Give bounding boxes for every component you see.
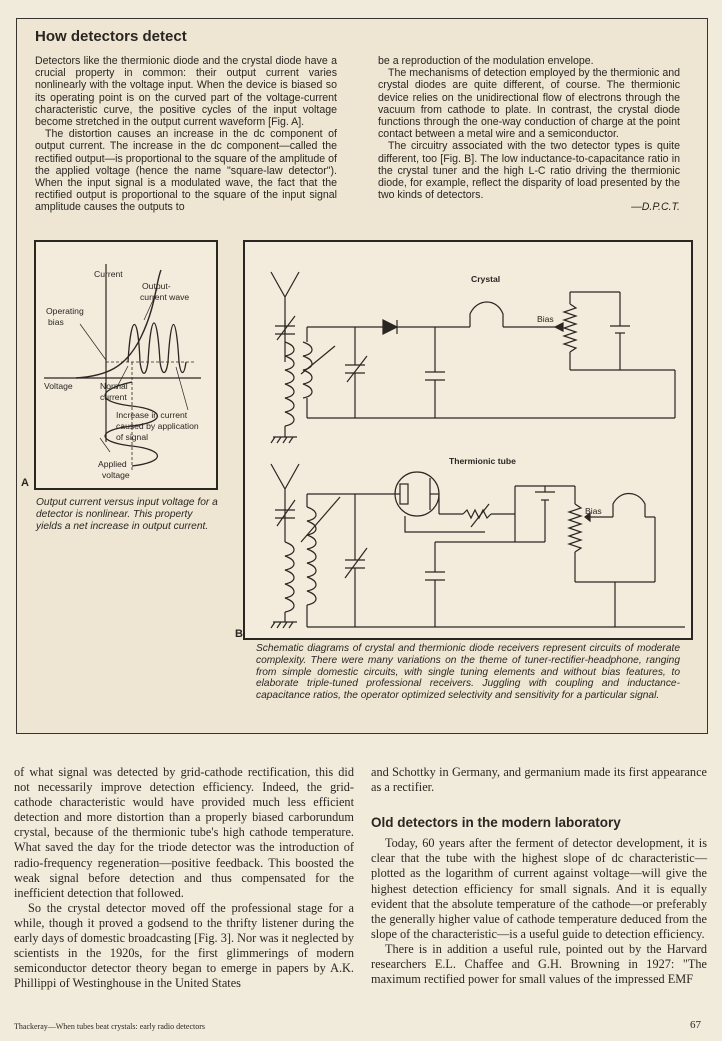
crystal-diode-symbol (383, 320, 397, 334)
sidebar-right-column (378, 55, 680, 214)
figure-b-schematic (245, 242, 691, 638)
tuning-coil (285, 342, 294, 426)
body-paragraph: Today, 60 years after the ferment of detector development, it is clear that the tube with the highest slope of dc characteristic—plotted as the logarithm of current against voltage—will give the highest detection efficiency for small signals. And it is equally evident that the absolute temperature of the cathode—or preferably the generally higher value of cathode temperature deduced from the slope of the characteristic—is a useful guide to detection efficiency. (371, 836, 707, 941)
label-output-wave-2: current wave (140, 292, 190, 302)
output-current-wave (128, 323, 186, 373)
label-current: Current (94, 269, 123, 279)
body-paragraph: There is in addition a useful rule, pointed out by the Harvard researchers E.L. Chaffee and G.H. Browning in 1927: "The maximum rectified power for small values of the impressed EMF (371, 941, 707, 987)
label-crystal: Crystal (471, 274, 501, 284)
figure-b-letter: B (235, 628, 243, 640)
label-increase: Increase in current (116, 410, 188, 420)
label-bias-top: Bias (537, 314, 554, 324)
label-normal-current-2: current (100, 392, 127, 402)
bias-potentiometer (564, 304, 576, 352)
body-right-column (371, 765, 707, 987)
body-left-column (14, 765, 354, 991)
body-paragraph: of what signal was detected by grid-cathode rectification, this did not necessarily improve detection efficiency. Indeed, the grid-cathode characteristic would have provided much less efficient detection and more distortion than a properly biased carborundum crystal, because of the thermionic tube's high cathode temperature. What saved the day for the triode detector was the introduction of radio-frequency regeneration—positive feedback. This boosted the weak signal before detection and thus compensated for the inefficient detection that followed. (14, 765, 354, 900)
figure-a-letter: A (21, 477, 29, 489)
label-bias-bottom: Bias (585, 506, 602, 516)
sidebar-paragraph: The distortion causes an increase in the dc component of output current. The increase in the dc component—called the rectified output—is proportional to the square of the amplitude of the applied voltage (hence the name "square-law detector"). When the input signal is a modulated wave, the fact that the rectified output is proportional to the square of the input signal amplitude causes the outputs to (35, 128, 337, 214)
sidebar-paragraph: The circuitry associated with the two detector types is quite different, too [Fig. B]. The low inductance-to-capacitance ratio in the crystal tuner and the high L-C ratio driving the thermionic diode, for example, reflect the disparity of load presented by the two kinds of detectors. (378, 140, 680, 202)
label-applied-voltage: Applied (98, 459, 127, 469)
label-output-wave: Output- (142, 281, 171, 291)
label-increase-3: of signal (116, 432, 149, 442)
sidebar-paragraph: The mechanisms of detection employed by the thermionic and crystal diodes are quite different, of course. The thermionic device relies on the unidirectional flow of electrons through the vacuum from cathode to plate. In contrast, the crystal diode functions through the one-way conduction of charge at the point contact between a metal wire and a semiconductor. (378, 67, 680, 141)
figure-b-box (243, 240, 693, 640)
label-operating-bias-2: bias (48, 317, 64, 327)
antenna-icon-2 (271, 464, 299, 542)
label-increase-2: caused by application (116, 421, 199, 431)
headphone-icon-2 (613, 494, 645, 518)
label-voltage: Voltage (44, 381, 73, 391)
body-paragraph: So the crystal detector moved off the professional stage for a while, though it proved a godsend to the thrifty listener during the early days of domestic broadcasting [Fig. 3]. Nor was it neglected by scientists in the 1920s, for the first glimmerings of modern semiconductor detector theory began to emerge in papers by A.K. Phillippi of Westinghouse in the United States (14, 900, 354, 991)
running-footer: Thackeray—When tubes beat crystals: early radio detectors (14, 1022, 206, 1031)
figure-b-caption: Schematic diagrams of crystal and thermionic diode receivers represent circuits of moderate complexity. There were many variations on the theme of tuner-rectifier-headphone, ranging from simple domestic circuits, with single tuning elements and without bias features, to elaborate triple-tuned professional receivers. Juggling with coupling and inductance-capacitance ratios, the operator optimized selectivity and sensitivity for a particular signal. (256, 643, 680, 702)
figure-a-caption: Output current versus input voltage for a detector is nonlinear. This property yields a net increase in output current. (36, 497, 218, 532)
figure-a-box (34, 240, 218, 490)
sidebar-paragraph: Detectors like the thermionic diode and the crystal diode have a crucial property in common: their output current varies nonlinearly with the voltage input. When the device is biased so its operating point is on the curved part of the voltage-current characteristic curve, the positive cycles of the input voltage become stretched in the output current waveform [Fig. A]. (35, 55, 337, 129)
page-number: 67 (690, 1019, 701, 1031)
section-heading: Old detectors in the modern laboratory (371, 815, 621, 831)
figure-a-graph (36, 242, 216, 488)
label-thermionic-tube: Thermionic tube (449, 456, 516, 466)
label-operating-bias: Operating (46, 306, 84, 316)
body-paragraph: and Schottky in Germany, and germanium made its first appearance as a rectifier. (371, 765, 707, 795)
label-applied-voltage-2: voltage (102, 470, 130, 480)
sidebar-left-column (35, 55, 337, 214)
headphone-icon (470, 302, 503, 327)
sidebar-signature: —D.P.C.T. (631, 201, 680, 214)
sidebar-paragraph: be a reproduction of the modulation envelope. (378, 55, 594, 67)
label-normal-current: Normal (100, 381, 128, 391)
sidebar-title: How detectors detect (35, 28, 187, 45)
